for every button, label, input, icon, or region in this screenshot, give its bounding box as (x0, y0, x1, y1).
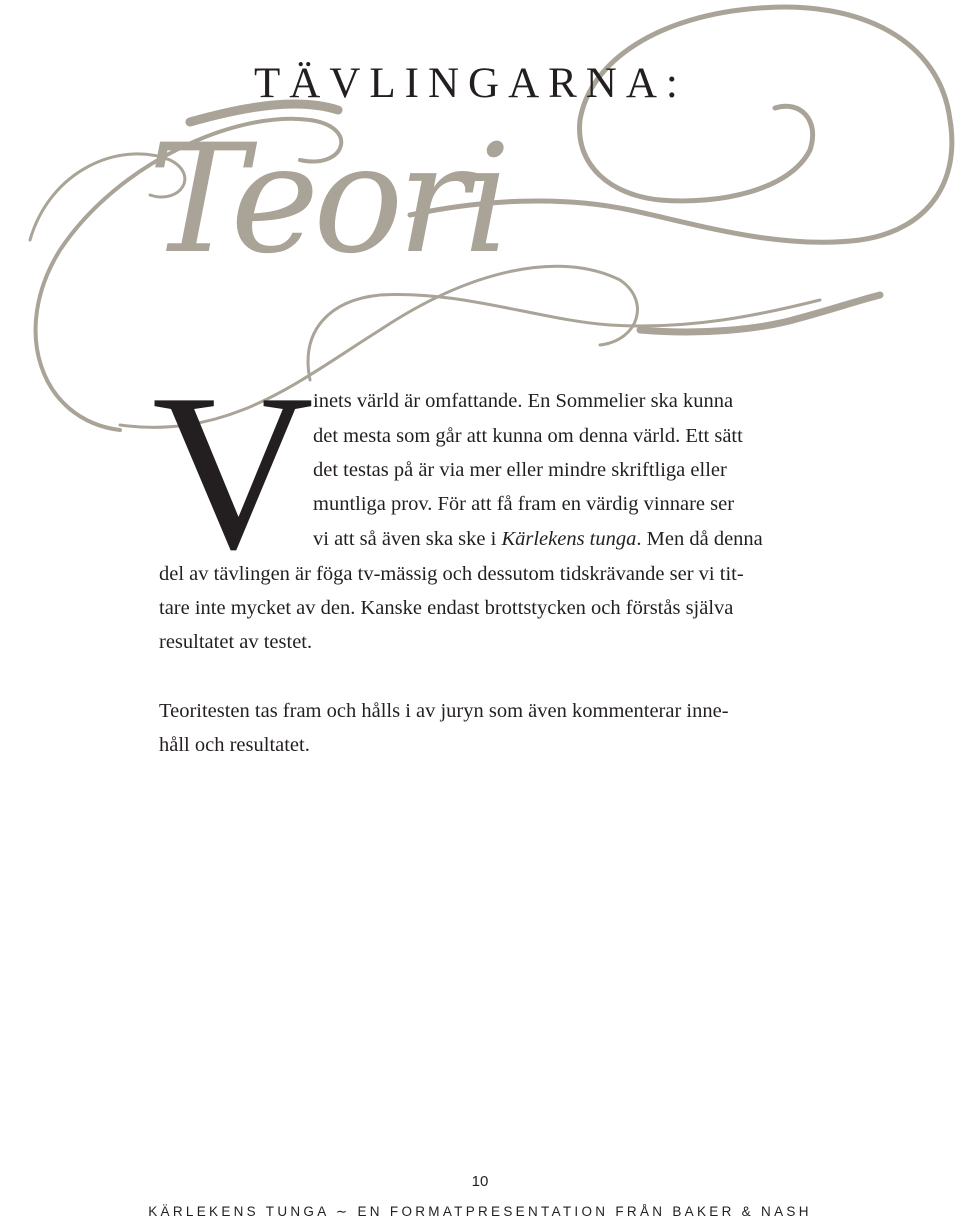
paragraph1-line7: tare inte mycket av den. Kanske endast brottstycken och förstås själva (159, 597, 734, 619)
paragraph1-line5-end: . Men då denna (636, 528, 763, 550)
paragraph1-line8: resultatet av testet. (159, 631, 313, 653)
paragraph1-line5 (313, 525, 763, 553)
paragraph1-line2: det mesta som går att kunna om denna värld. Ett sätt (313, 425, 743, 447)
section-heading: TÄVLINGARNA: (254, 60, 687, 107)
drop-cap: V (152, 348, 314, 596)
script-title: Teori (148, 113, 506, 287)
flourish-lower-loop (308, 294, 820, 380)
paragraph1-line5-start: vi att så även ska ske i (313, 528, 502, 550)
paragraph1-line3: det testas på är via mer eller mindre skriftliga eller (313, 459, 727, 481)
paragraph2-line2: håll och resultatet. (159, 734, 310, 756)
paragraph1-line1: inets värld är omfattande. En Sommelier ska kunna (313, 390, 734, 412)
footer-text: KÄRLEKENS TUNGA ∼ EN FORMATPRESENTATION FRÅN BAKER & NASH (148, 1204, 812, 1219)
page-number: 10 (471, 1173, 489, 1190)
title-emphasis: Kärlekens tunga (501, 528, 637, 550)
paragraph1-line6: del av tävlingen är föga tv-mässig och dessutom tidskrävande ser vi tit- (159, 563, 744, 585)
paragraph2-line1: Teoritesten tas fram och hålls i av juryn som även kommenterar inne- (159, 700, 729, 722)
paragraph1-line4: muntliga prov. För att få fram en värdig vinnare ser (313, 493, 735, 515)
